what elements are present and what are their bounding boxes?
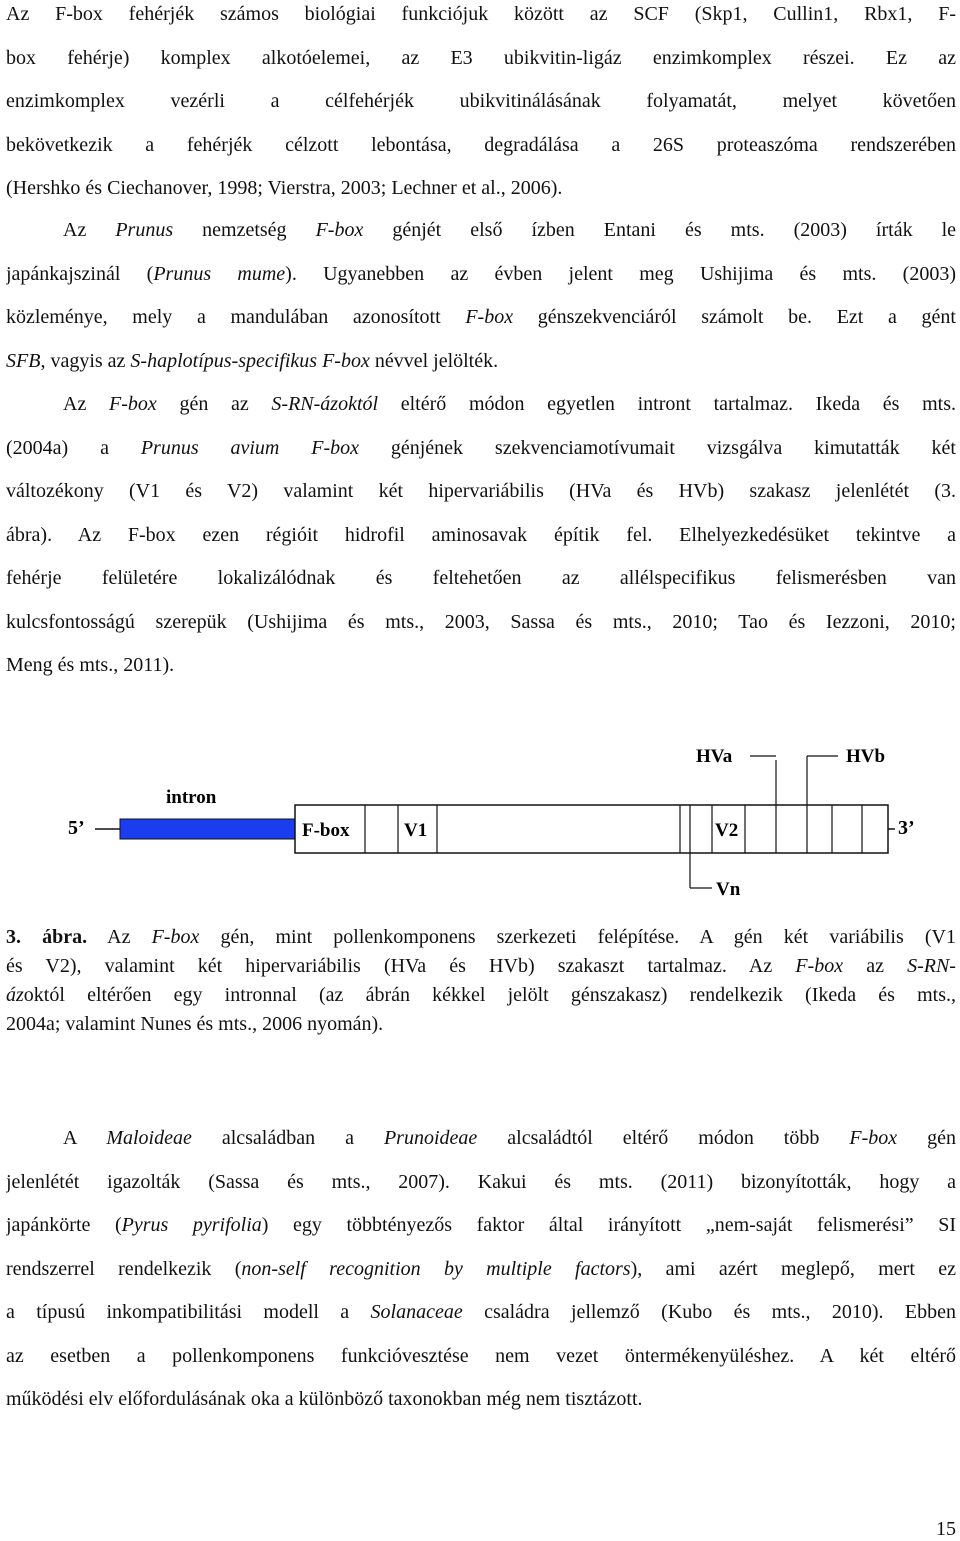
text-run: S-haplotípus-specifikus F-box xyxy=(130,349,370,372)
paragraph-prunus-fbox xyxy=(6,209,956,383)
text-line xyxy=(6,167,956,211)
text-line xyxy=(6,427,956,471)
text-run: változékony (V1 és V2) valamint két hipervariábilis (HVa és HVb) szakasz jelenlétét (3. xyxy=(6,480,956,502)
text-run: Pyrus pyrifolia xyxy=(121,1214,262,1236)
text-run: ) egy többtényezős faktor által irányított „nem-saját felismerési” SI xyxy=(261,1214,956,1236)
text-run: SFB xyxy=(6,349,41,372)
text-run: Prunus avium F-box xyxy=(140,436,359,459)
text-run: az xyxy=(843,955,908,977)
fbox-gene-diagram xyxy=(0,730,960,910)
text-line xyxy=(6,557,956,601)
text-line xyxy=(6,601,956,645)
text-run: génszekvenciáról számolt be. Ezt a gént xyxy=(513,306,956,328)
text-run: gén, mint pollenkomponens szerkezeti felépítése. A gén két variábilis (V1 xyxy=(199,926,956,948)
text-line xyxy=(6,340,956,384)
text-run: non-self recognition by multiple factors xyxy=(241,1257,631,1280)
text-run: családra jellemző (Kubo és mts., 2010). Ebben xyxy=(462,1301,956,1323)
text-line xyxy=(6,80,956,124)
text-run: 2004a; valamint Nunes és mts., 2006 nyomán). xyxy=(6,1013,384,1035)
v1-label: V1 xyxy=(404,820,428,841)
text-run: a típusú inkompatibilitási modell a xyxy=(6,1301,371,1323)
text-run: ), ami azért meglepő, mert ez xyxy=(630,1257,956,1280)
text-run: Prunus mume xyxy=(153,262,286,285)
text-run: ). Ugyanebben az évben jelent meg Ushijima és mts. (2003) xyxy=(285,262,956,285)
text-run: F-box xyxy=(109,393,157,415)
text-line xyxy=(6,1117,956,1161)
text-line xyxy=(6,514,956,558)
text-line xyxy=(6,37,956,81)
text-run: Az xyxy=(63,219,116,241)
paragraph-fbox-structure xyxy=(6,383,956,688)
text-run: Prunoideae xyxy=(383,1127,478,1149)
text-run: fehérje felületére lokalizálódnak és feltehetően az allélspecifikus felismerésben van xyxy=(6,567,956,589)
fbox-label: F-box xyxy=(302,820,350,841)
text-line xyxy=(6,296,956,340)
text-line xyxy=(6,383,956,427)
text-run: kulcsfontosságú szerepük (Ushijima és mts., 2003, Sassa és mts., 2010; Tao és Iezzoni, 2010; xyxy=(6,610,956,633)
page-number: 15 xyxy=(936,1518,956,1540)
text-run: S-RN- xyxy=(907,955,956,977)
intron-segment xyxy=(120,819,295,839)
text-line xyxy=(6,1291,956,1335)
text-run: bekövetkezik a fehérjék célzott lebontása, degradálása a 26S proteaszóma rendszerében xyxy=(6,133,956,156)
paragraph-maloideae xyxy=(6,1117,956,1422)
text-run: ábra). Az F-box ezen régióit hidrofil aminosavak építik fel. Elhelyezkedésüket tekintve a xyxy=(6,523,956,546)
text-run: nemzetség xyxy=(173,219,316,241)
text-run: génjének szekvenciamotívumait vizsgálva kimutatták két xyxy=(359,436,956,459)
text-run: gén xyxy=(897,1127,956,1149)
text-line xyxy=(6,253,956,297)
text-line xyxy=(6,923,956,952)
text-run: Az F-box fehérjék számos biológiai funkciójuk között az SCF (Skp1, Cullin1, Rbx1, F- xyxy=(6,3,956,25)
text-run: A xyxy=(63,1127,107,1149)
text-run: Maloideae xyxy=(106,1127,192,1149)
text-run: az esetben a pollenkomponens funkcióvesztése nem vezet öntermékenyüléshez. A két eltérő xyxy=(6,1344,956,1367)
hvb-label: HVb xyxy=(846,746,886,767)
three-prime-label: 3’ xyxy=(898,817,915,839)
text-run: rendszerrel rendelkezik ( xyxy=(6,1257,242,1280)
v2-label: V2 xyxy=(715,820,739,841)
text-line xyxy=(6,1248,956,1292)
text-run: 3. ábra. xyxy=(6,926,88,948)
paragraph-fbox-intro xyxy=(6,0,956,211)
text-run: eltérő módon egyetlen intront tartalmaz. Ikeda és mts. xyxy=(378,393,956,415)
text-run: közleménye, mely a mandulában azonosított xyxy=(6,306,466,328)
text-run: japánkajszinál ( xyxy=(6,262,154,285)
text-line xyxy=(6,1010,956,1039)
text-line xyxy=(6,470,956,514)
text-run: enzimkomplex vezérli a célfehérjék ubikvitinálásának folyamatát, melyet követően xyxy=(6,90,956,112)
text-run: F-box xyxy=(795,955,844,977)
text-run: gén az xyxy=(156,393,272,415)
text-run: (2004a) a xyxy=(6,436,141,459)
text-run: jelenlétét igazolták (Sassa és mts., 2007). Kakui és mts. (2011) bizonyították, hogy a xyxy=(6,1170,956,1193)
vn-label: Vn xyxy=(716,879,741,900)
text-run: Meng és mts., 2011). xyxy=(6,654,175,676)
text-line xyxy=(6,124,956,168)
text-run: S-RN-ázoktól xyxy=(271,393,379,415)
text-run: F-box xyxy=(465,306,514,328)
text-run: és V2), valamint két hipervariábilis (HVa és HVb) szakaszt tartalmaz. Az xyxy=(6,955,796,977)
text-run: japánkörte ( xyxy=(6,1214,122,1236)
text-run: box fehérje) komplex alkotóelemei, az E3 ubikvitin-ligáz enzimkomplex részei. Ez az xyxy=(6,46,956,69)
text-line xyxy=(6,981,956,1010)
text-run: működési elv előfordulásának oka a különböző taxonokban még nem tisztázott. xyxy=(6,1388,643,1410)
exon-box xyxy=(295,805,888,853)
text-run: alcsaládtól eltérő módon több xyxy=(477,1127,850,1149)
intron-label: intron xyxy=(166,787,217,808)
text-line xyxy=(6,644,956,688)
text-line xyxy=(6,1204,956,1248)
text-run: génjét első ízben Entani és mts. (2003) írták le xyxy=(363,219,956,241)
five-prime-label: 5’ xyxy=(68,817,85,839)
text-run: F-box xyxy=(151,926,200,948)
text-run: Solanaceae xyxy=(370,1301,463,1323)
text-line xyxy=(6,209,956,253)
text-line xyxy=(6,1161,956,1205)
text-run: F-box xyxy=(849,1127,898,1149)
text-run: Az xyxy=(87,926,152,948)
text-run: , vagyis az xyxy=(40,349,131,372)
text-run: F-box xyxy=(315,219,364,241)
text-run: (Hershko és Ciechanover, 1998; Vierstra, 2003; Lechner et al., 2006). xyxy=(6,177,563,199)
text-run: októl eltérően egy intronnal (az ábrán kékkel jelölt génszakasz) rendelkezik (Ikeda és mts., xyxy=(23,984,956,1006)
text-run: Az xyxy=(63,393,109,415)
text-line xyxy=(6,0,956,37)
figure-caption xyxy=(6,923,956,1039)
text-line xyxy=(6,952,956,981)
text-line xyxy=(6,1335,956,1379)
text-line xyxy=(6,1378,956,1422)
text-run: alcsaládban a xyxy=(191,1127,384,1149)
text-run: névvel jelölték. xyxy=(369,349,499,372)
hva-label: HVa xyxy=(696,746,733,767)
text-run: Prunus xyxy=(115,219,174,241)
text-run: áz xyxy=(6,984,24,1006)
